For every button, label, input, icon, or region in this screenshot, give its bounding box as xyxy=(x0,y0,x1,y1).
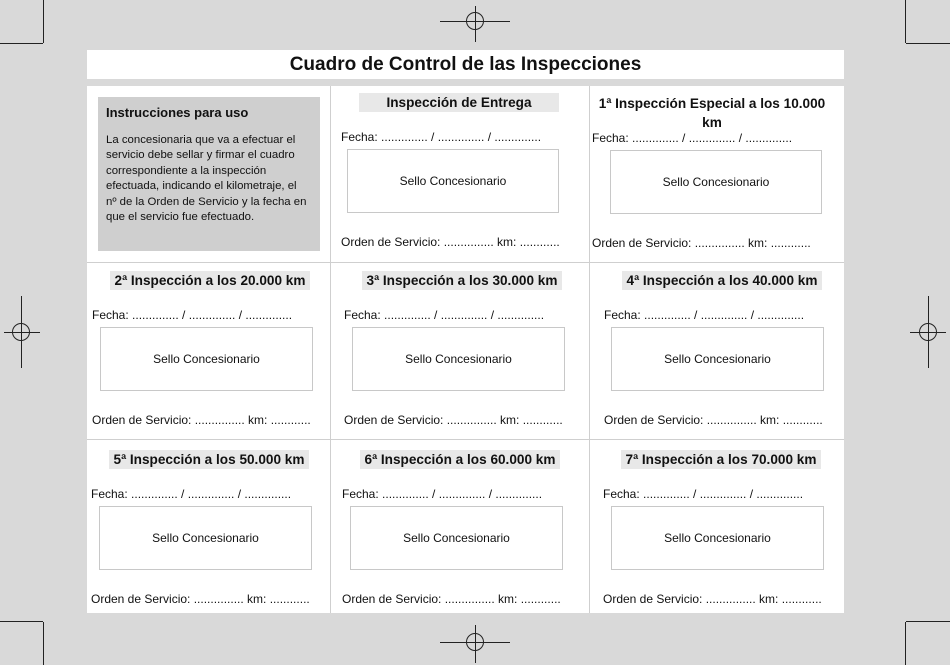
registration-mark-left xyxy=(12,323,30,341)
date-field[interactable]: Fecha: .............. / .............. / .............. xyxy=(344,308,545,322)
registration-mark-top xyxy=(466,12,484,30)
dealer-stamp-box[interactable]: Sello Concesionario xyxy=(350,506,563,570)
inspection-cell-20000 xyxy=(92,271,332,439)
instructions-heading: Instrucciones para uso xyxy=(106,105,249,120)
cell-title: 3ª Inspección a los 30.000 km xyxy=(362,271,562,290)
service-order-field[interactable]: Orden de Servicio: ............... km: ............ xyxy=(91,592,310,606)
dealer-stamp-box[interactable]: Sello Concesionario xyxy=(99,506,312,570)
service-order-field[interactable]: Orden de Servicio: ............... km: ............ xyxy=(344,413,563,427)
date-field[interactable]: Fecha: .............. / .............. / .............. xyxy=(592,131,793,145)
instructions-line: La concesionaria que va a efectuar el xyxy=(106,134,296,146)
crop-mark-bl-v xyxy=(43,622,44,665)
cell-title: 2ª Inspección a los 20.000 km xyxy=(110,271,310,290)
registration-mark-right xyxy=(919,323,937,341)
instructions-text xyxy=(106,133,312,225)
instructions-box xyxy=(98,97,320,251)
date-field[interactable]: Fecha: .............. / .............. / .............. xyxy=(341,130,542,144)
service-order-field[interactable]: Orden de Servicio: ............... km: ............ xyxy=(341,235,560,249)
dealer-stamp-box[interactable]: Sello Concesionario xyxy=(610,150,822,214)
date-field[interactable]: Fecha: .............. / .............. / .............. xyxy=(342,487,543,501)
crop-mark-tr-h xyxy=(906,43,950,44)
crop-mark-br-v xyxy=(905,622,906,665)
service-order-field[interactable]: Orden de Servicio: ............... km: ............ xyxy=(603,592,822,606)
cell-title: 5ª Inspección a los 50.000 km xyxy=(109,450,309,469)
crop-mark-tl-v xyxy=(43,0,44,43)
service-order-field[interactable]: Orden de Servicio: ............... km: ............ xyxy=(342,592,561,606)
instructions-line: nº de la Orden de Servicio y la fecha en xyxy=(106,195,307,208)
crop-mark-br-h xyxy=(906,621,950,622)
date-field[interactable]: Fecha: .............. / .............. / .............. xyxy=(604,308,805,322)
crop-mark-tr-v xyxy=(905,0,906,43)
instructions-line: que el servicio fue efectuado. xyxy=(106,211,255,224)
cell-title: 7ª Inspección a los 70.000 km xyxy=(621,450,821,469)
service-order-field[interactable]: Orden de Servicio: ............... km: ............ xyxy=(604,413,823,427)
cell-title: Inspección de Entrega xyxy=(359,93,559,112)
inspection-cell-delivery xyxy=(341,93,581,261)
date-field[interactable]: Fecha: .............. / .............. / .............. xyxy=(91,487,292,501)
cell-title: 1ª Inspección Especial a los 10.000 km xyxy=(592,94,832,113)
inspection-cell-30000 xyxy=(344,271,584,439)
dealer-stamp-box[interactable]: Sello Concesionario xyxy=(347,149,559,213)
date-field[interactable]: Fecha: .............. / .............. / .............. xyxy=(603,487,804,501)
instructions-line: correspondiente a la inspección xyxy=(106,164,267,177)
dealer-stamp-box[interactable]: Sello Concesionario xyxy=(352,327,565,391)
instructions-line: efectuada, indicando el kilometraje, el xyxy=(106,180,297,193)
instructions-line: servicio debe sellar y firmar el cuadro xyxy=(106,149,295,162)
dealer-stamp-box[interactable]: Sello Concesionario xyxy=(100,327,313,391)
inspection-cell-50000 xyxy=(91,450,331,618)
page-title: Cuadro de Control de las Inspecciones xyxy=(87,50,844,79)
grid-divider-h2 xyxy=(87,439,844,440)
service-order-field[interactable]: Orden de Servicio: ............... km: ............ xyxy=(92,413,311,427)
grid-divider-v2 xyxy=(589,86,590,613)
dealer-stamp-box[interactable]: Sello Concesionario xyxy=(611,506,824,570)
cell-title: 4ª Inspección a los 40.000 km xyxy=(622,271,822,290)
service-order-field[interactable]: Orden de Servicio: ............... km: ............ xyxy=(592,236,811,250)
grid-divider-h1 xyxy=(87,262,844,263)
inspection-cell-70000 xyxy=(603,450,843,618)
crop-mark-tl-h xyxy=(0,43,43,44)
date-field[interactable]: Fecha: .............. / .............. / .............. xyxy=(92,308,293,322)
cell-title: 6ª Inspección a los 60.000 km xyxy=(360,450,560,469)
inspection-cell-10000 xyxy=(592,94,832,262)
inspection-cell-60000 xyxy=(342,450,582,618)
dealer-stamp-box[interactable]: Sello Concesionario xyxy=(611,327,824,391)
crop-mark-bl-h xyxy=(0,621,43,622)
registration-mark-bottom xyxy=(466,633,484,651)
inspection-cell-40000 xyxy=(604,271,844,439)
